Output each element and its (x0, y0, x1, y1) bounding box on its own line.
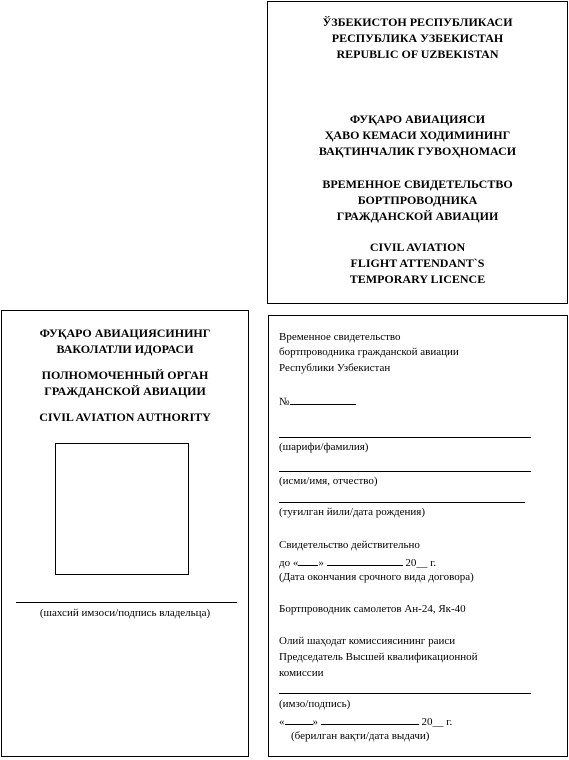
authority-ru-line: ГРАЖДАНСКОЙ АВИАЦИИ (44, 384, 206, 398)
authority-page (1, 310, 249, 757)
header-line: Республики Узбекистан (279, 362, 391, 374)
authority-uz-line: ФУҚАРО АВИАЦИЯСИНИНГ (39, 326, 211, 340)
valid-note: (Дата окончания срочного вида договора) (279, 571, 474, 583)
name-caption: (исми/имя, отчество) (279, 475, 378, 487)
issued-mid: » (312, 716, 321, 728)
country-ru: РЕСПУБЛИКА УЗБЕКИСТАН (331, 31, 504, 45)
title-uz-block (268, 111, 567, 159)
number-blank (290, 393, 356, 405)
title-ru-line: ВРЕМЕННОЕ СВИДЕТЕЛЬСТВО (322, 177, 513, 191)
title-ru-line: БОРТПРОВОДНИКА (357, 193, 478, 207)
issued-prefix: « (279, 716, 285, 728)
aircraft-types: Бортпроводник самолетов Ан-24, Як-40 (279, 603, 466, 615)
issued-day-blank (285, 713, 313, 725)
commission-ru-line: комиссии (279, 667, 324, 679)
authority-uz-line: ВАКОЛАТЛИ ИДОРАСИ (56, 342, 194, 356)
valid-day-blank (298, 554, 318, 566)
authority-en-line: CIVIL AVIATION AUTHORITY (39, 410, 211, 424)
authority-uz (2, 325, 248, 357)
birth-date-line (279, 502, 525, 503)
title-en-block (268, 239, 567, 287)
valid-month-blank (327, 554, 403, 566)
issued-date-field (279, 713, 452, 730)
commission-signature-line (279, 693, 531, 694)
holder-signature-line (16, 602, 237, 603)
authority-ru-line: ПОЛНОМОЧЕННЫЙ ОРГАН (41, 368, 209, 382)
valid-label: Свидетельство действительно (279, 539, 420, 551)
header-line: бортпроводника гражданской авиации (279, 346, 459, 358)
valid-suffix: 20__ г. (402, 557, 437, 569)
issued-label: (берилган вақти/дата выдачи) (291, 730, 430, 742)
authority-en (2, 409, 248, 425)
licence-number-field (279, 393, 356, 410)
country-uz: ЎЗБЕКИСТОН РЕСПУБЛИКАСИ (322, 15, 513, 29)
title-uz-line: ВАҚТИНЧАЛИК ГУВОҲНОМАСИ (318, 144, 517, 158)
signature-caption: (имзо/подпись) (279, 698, 351, 710)
surname-line (279, 437, 531, 438)
birth-date-caption: (туғилган йили/дата рождения) (279, 506, 426, 518)
details-page (268, 315, 568, 757)
title-ru-line: ГРАЖДАНСКОЙ АВИАЦИИ (336, 209, 499, 223)
valid-mid: » (318, 557, 327, 569)
title-en-line: CIVIL AVIATION (369, 240, 466, 254)
name-line (279, 471, 531, 472)
valid-until-field (279, 554, 436, 571)
commission-ru-line: Председатель Высшей квалификационной (279, 651, 478, 663)
number-label: № (279, 396, 290, 408)
authority-ru (2, 367, 248, 399)
title-uz-line: ФУҚАРО АВИАЦИЯСИ (349, 112, 486, 126)
photo-box (55, 443, 189, 575)
country-en: REPUBLIC OF UZBEKISTAN (336, 47, 499, 61)
holder-signature-caption: (шахсий имзоси/подпись владельца) (39, 607, 211, 619)
cover-page (267, 1, 568, 304)
title-en-line: TEMPORARY LICENCE (349, 272, 486, 286)
title-en-line: FLIGHT ATTENDANT`S (350, 256, 485, 270)
commission-uz: Олий шаҳодат комиссиясининг раиси (279, 635, 456, 647)
country-block (268, 14, 567, 62)
title-uz-line: ҲАВО КЕМАСИ ХОДИМИНИНГ (324, 128, 511, 142)
issued-month-blank (321, 713, 419, 725)
title-ru-block (268, 176, 567, 224)
issued-suffix: 20__ г. (418, 716, 453, 728)
surname-caption: (шарифи/фамилия) (279, 441, 369, 453)
header-line: Временное свидетельство (279, 331, 401, 343)
valid-prefix: до « (279, 557, 299, 569)
